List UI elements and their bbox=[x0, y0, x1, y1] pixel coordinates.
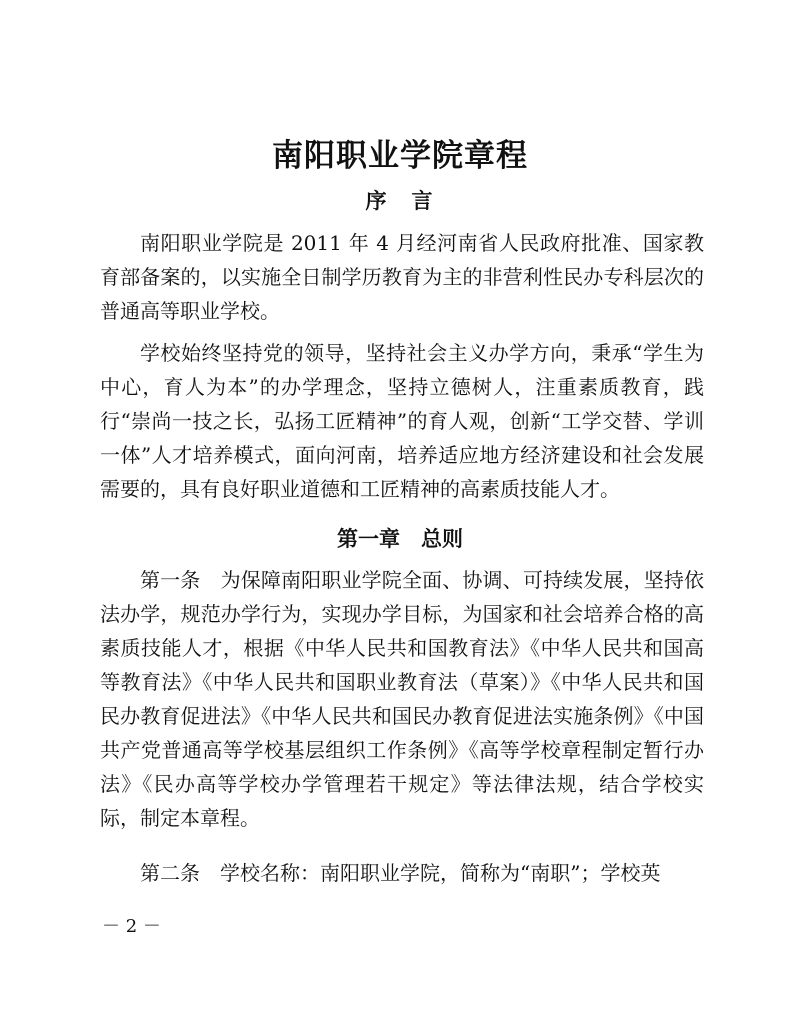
preface-paragraph-2 bbox=[100, 336, 704, 506]
preface-mission-text: 学校始终坚持党的领导，坚持社会主义办学方向，秉承“学生为中心，育人为本”的办学理念，坚持立德树人，注重素质教育，践行“崇尚一技之长，弘扬工匠精神”的育人观，创新“工学交替、学训一体”人才培养模式，面向河南，培养适应地方经济建设和社会发展需要的，具有良好职业道德和工匠精神的高素质技能人才。 bbox=[100, 341, 704, 501]
page-number: － 2 － bbox=[102, 916, 161, 937]
article-1 bbox=[100, 563, 704, 835]
article-1-text: 第一条 为保障南阳职业学院全面、协调、可持续发展，坚持依法办学，规范办学行为，实现办学目标，为国家和社会培养合格的高素质技能人才，根据《中华人民共和国教育法》《中华人民共和国高等教育法》《中华人民共和国职业教育法（草案）》《中华人民共和国民办教育促进法》《中华人民共和国民办教育促进法实施条例》《中国共产党普通高等学校基层组织工作条例》《高等学校章程制定暂行办法》《民办高等学校办学管理若干规定》等法律法规，结合学校实际，制定本章程。 bbox=[100, 568, 704, 830]
preface-intro-text: 南阳职业学院是 2011 年 4 月经河南省人民政府批准、国家教育部备案的，以实施全日制学历教育为主的非营利性民办专科层次的普通高等职业学校。 bbox=[100, 231, 704, 323]
article-2 bbox=[100, 856, 704, 890]
document-title: 南阳职业学院章程 bbox=[272, 138, 528, 174]
chapter-one-heading: 第一章 总则 bbox=[337, 527, 463, 551]
article-2-text: 第二条 学校名称：南阳职业学院，简称为“南职”；学校英 bbox=[140, 861, 661, 885]
preface-heading: 序 言 bbox=[365, 189, 435, 213]
preface-paragraph-1 bbox=[100, 226, 704, 328]
